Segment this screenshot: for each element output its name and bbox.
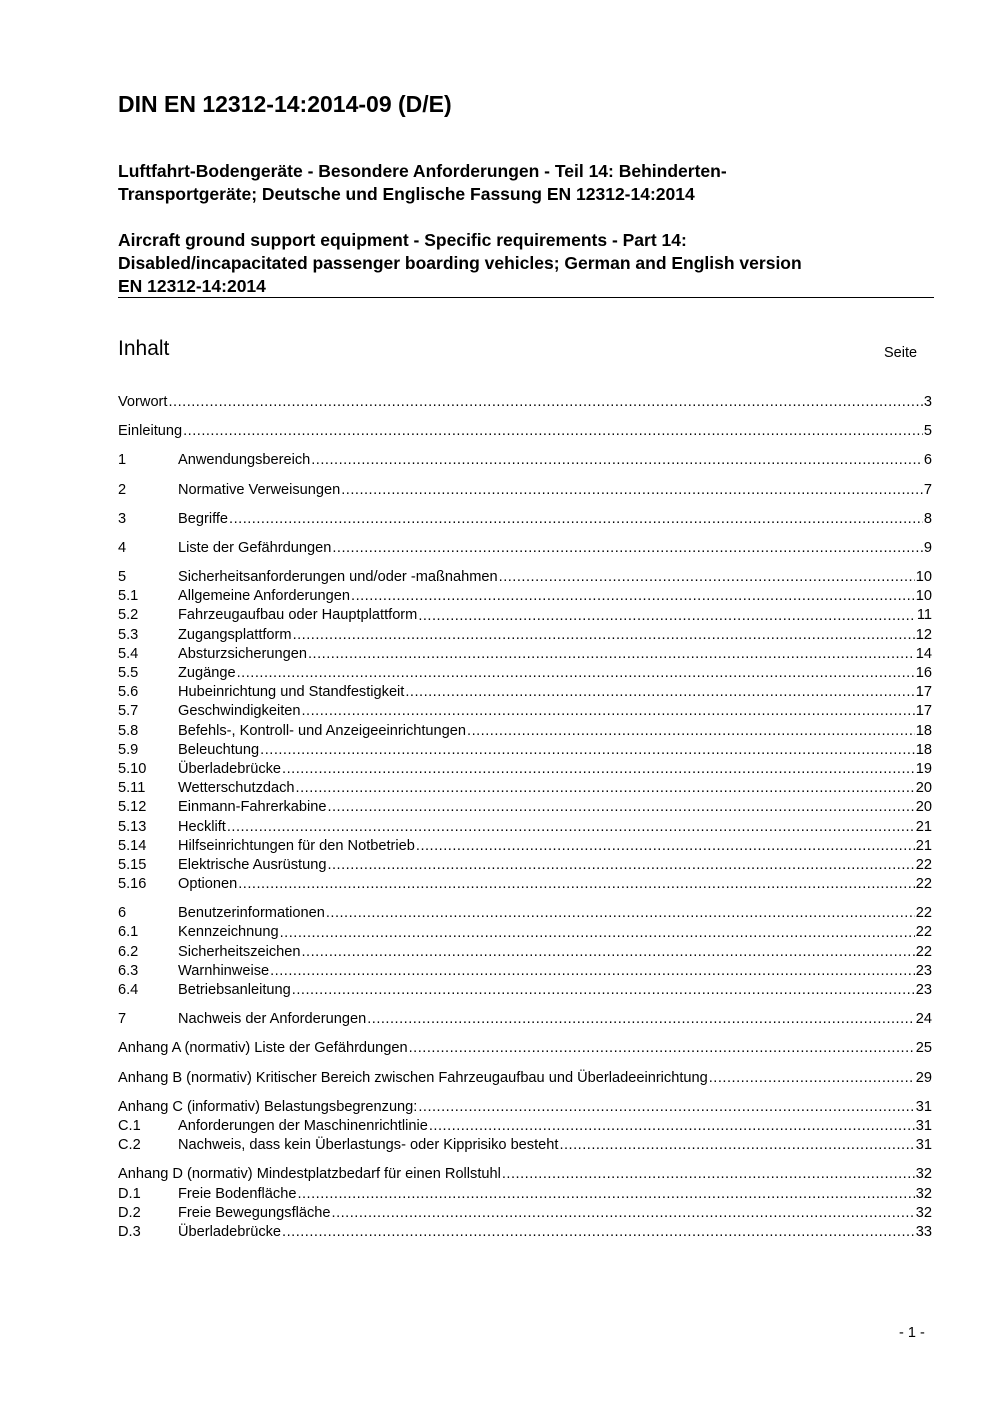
toc-entry-title: Benutzerinformationen — [178, 905, 325, 922]
toc-entry-number: 4 — [118, 539, 127, 556]
toc-group — [118, 539, 932, 558]
toc-entry-title: Sicherheitszeichen — [178, 943, 301, 960]
toc-entry-title: Wetterschutzdach — [178, 780, 295, 797]
toc-entry-page: 17 — [915, 703, 932, 720]
toc-group — [118, 481, 932, 500]
toc-entry-number: 6.1 — [118, 924, 139, 941]
toc-entry-number: 5.8 — [118, 722, 139, 739]
toc-dot-leader — [367, 1010, 915, 1029]
toc-dot-leader — [302, 943, 915, 962]
toc-entry-title: Beleuchtung — [178, 741, 260, 758]
toc-entry-title: Nachweis der Anforderungen — [178, 1011, 367, 1028]
toc-entry-number: 6.2 — [118, 943, 139, 960]
english-title-line-1: Aircraft ground support equipment - Specific requirements - Part 14: — [118, 230, 687, 250]
toc-dot-leader — [227, 818, 915, 837]
toc-group — [118, 1010, 932, 1029]
toc-entry-title: Sicherheitsanforderungen und/oder -maßnahmen — [178, 569, 498, 586]
toc-dot-leader — [341, 481, 923, 500]
toc-entry-number: C.1 — [118, 1117, 141, 1134]
toc-entry-number: 5.5 — [118, 665, 139, 682]
toc-entry-page: 32 — [915, 1204, 932, 1221]
toc-heading: Inhalt — [118, 337, 170, 360]
toc-entry-title: Absturzsicherungen — [178, 645, 307, 662]
toc-dot-leader — [709, 1069, 915, 1088]
toc-entry-page: 19 — [915, 760, 932, 777]
toc-entry-title: Einleitung — [118, 423, 183, 440]
toc-dot-leader — [280, 924, 915, 943]
toc-dot-leader — [332, 1204, 915, 1223]
toc-dot-leader — [559, 1136, 914, 1155]
toc-entry-title: Überladebrücke — [178, 760, 282, 777]
toc-entry[interactable] — [118, 664, 932, 683]
toc-entry-page: 32 — [915, 1185, 932, 1202]
toc-entry-number: 6 — [118, 905, 127, 922]
toc-entry-number: 6.3 — [118, 962, 139, 979]
toc-group — [118, 393, 932, 412]
toc-entry[interactable] — [118, 1165, 932, 1184]
toc-entry-page: 31 — [915, 1098, 932, 1115]
toc-dot-leader — [467, 722, 915, 741]
toc-entry-title: Warnhinweise — [178, 962, 270, 979]
toc-entry-page: 12 — [915, 626, 932, 643]
toc-entry-title: Betriebsanleitung — [178, 982, 291, 999]
toc-entry[interactable] — [118, 1117, 932, 1136]
toc-entry-number: D.3 — [118, 1223, 141, 1240]
toc-entry-page: 32 — [915, 1166, 932, 1183]
toc-dot-leader — [183, 422, 923, 441]
toc-dot-leader — [293, 626, 915, 645]
toc-entry-page: 5 — [923, 423, 932, 440]
toc-dot-leader — [499, 568, 915, 587]
toc-entry-page: 22 — [915, 924, 932, 941]
toc-dot-leader — [418, 1098, 914, 1117]
toc-entry-page: 22 — [915, 876, 932, 893]
toc-entry-number: 2 — [118, 481, 127, 498]
toc-entry[interactable] — [118, 818, 932, 837]
toc-entry[interactable] — [118, 962, 932, 981]
toc-group — [118, 1069, 932, 1088]
toc-entry[interactable] — [118, 1098, 932, 1117]
page-number: - 1 - — [899, 1325, 925, 1341]
toc-entry[interactable] — [118, 875, 932, 894]
toc-entry-title: Anhang A (normativ) Liste der Gefährdungen — [118, 1040, 408, 1057]
german-title-line-1: Luftfahrt-Bodengeräte - Besondere Anforderungen - Teil 14: Behinderten- — [118, 161, 727, 181]
toc-entry[interactable] — [118, 1069, 932, 1088]
toc-dot-leader — [332, 539, 923, 558]
toc-entry[interactable] — [118, 568, 932, 587]
toc-group — [118, 568, 932, 894]
english-title — [118, 229, 802, 298]
toc-group — [118, 1098, 932, 1156]
toc-dot-leader — [326, 904, 915, 923]
toc-dot-leader — [502, 1165, 915, 1184]
toc-entry-title: Optionen — [178, 876, 238, 893]
toc-dot-leader — [296, 779, 915, 798]
toc-entry[interactable] — [118, 1010, 932, 1029]
toc-dot-leader — [405, 683, 914, 702]
toc-entry-number: 5.9 — [118, 741, 139, 758]
toc-entry[interactable] — [118, 1136, 932, 1155]
toc-entry-title: Freie Bewegungsfläche — [178, 1204, 331, 1221]
toc-group — [118, 510, 932, 529]
toc-entry[interactable] — [118, 798, 932, 817]
toc-entry-number: 1 — [118, 452, 127, 469]
toc-entry-page: 29 — [915, 1069, 932, 1086]
toc-dot-leader — [418, 607, 916, 626]
toc-page-column-label: Seite — [884, 345, 918, 361]
toc-entry-page: 22 — [915, 856, 932, 873]
title-divider — [118, 297, 934, 298]
toc-dot-leader — [416, 837, 915, 856]
toc-dot-leader — [327, 798, 914, 817]
toc-entry-number: 5.1 — [118, 588, 139, 605]
toc-group — [118, 451, 932, 470]
toc-entry[interactable] — [118, 1223, 932, 1242]
english-title-line-2: Disabled/incapacitated passenger boarding vehicles; German and English version — [118, 253, 802, 273]
toc-entry-title: Einmann-Fahrerkabine — [178, 799, 327, 816]
toc-entry-number: 3 — [118, 510, 127, 527]
toc-entry-title: Vorwort — [118, 393, 168, 410]
toc-entry-title: Elektrische Ausrüstung — [178, 856, 327, 873]
toc-dot-leader — [302, 702, 915, 721]
toc-entry-number: 5.6 — [118, 684, 139, 701]
toc-entry-title: Geschwindigkeiten — [178, 703, 301, 720]
toc-dot-leader — [409, 1039, 915, 1058]
toc-dot-leader — [308, 645, 915, 664]
toc-group — [118, 422, 932, 441]
toc-entry-page: 20 — [915, 780, 932, 797]
german-title-line-2: Transportgeräte; Deutsche und Englische Fassung EN 12312-14:2014 — [118, 184, 695, 204]
toc-entry-title: Hecklift — [178, 818, 226, 835]
toc-entry-title: Freie Bodenfläche — [178, 1185, 297, 1202]
toc-group — [118, 1165, 932, 1242]
toc-entry-title: Zugänge — [178, 665, 236, 682]
toc-entry[interactable] — [118, 1039, 932, 1058]
toc-entry[interactable] — [118, 904, 932, 923]
toc-entry-page: 31 — [915, 1137, 932, 1154]
toc-entry-number: 5.10 — [118, 760, 147, 777]
toc-dot-leader — [260, 741, 915, 760]
toc-entry[interactable] — [118, 837, 932, 856]
toc-entry[interactable] — [118, 1204, 932, 1223]
toc-entry[interactable] — [118, 645, 932, 664]
toc-entry-page: 23 — [915, 982, 932, 999]
toc-entry-number: 5.11 — [118, 780, 146, 797]
toc-entry-page: 24 — [915, 1011, 932, 1028]
toc-entry[interactable] — [118, 393, 932, 412]
toc-entry-title: Anhang C (informativ) Belastungsbegrenzung: — [118, 1098, 418, 1115]
german-title — [118, 160, 727, 206]
toc-entry-page: 20 — [915, 799, 932, 816]
toc-entry-page: 21 — [915, 837, 932, 854]
toc-entry-page: 21 — [915, 818, 932, 835]
toc-entry[interactable] — [118, 924, 932, 943]
toc-entry-page: 17 — [915, 684, 932, 701]
toc-entry-title: Hilfseinrichtungen für den Notbetrieb — [178, 837, 415, 854]
toc-entry-number: 6.4 — [118, 982, 139, 999]
toc-entry-title: Anforderungen der Maschinenrichtlinie — [178, 1117, 428, 1134]
toc-entry-title: Anhang D (normativ) Mindestplatzbedarf für einen Rollstuhl — [118, 1166, 501, 1183]
toc-entry-number: 5.4 — [118, 645, 139, 662]
toc-entry-page: 22 — [915, 905, 932, 922]
toc-entry-page: 7 — [923, 481, 932, 498]
toc-entry-number: D.2 — [118, 1204, 141, 1221]
toc-entry-number: 7 — [118, 1011, 127, 1028]
toc-dot-leader — [429, 1117, 915, 1136]
toc-entry-number: D.1 — [118, 1185, 141, 1202]
toc-group — [118, 904, 932, 1000]
toc-dot-leader — [237, 664, 915, 683]
toc-entry-page: 25 — [915, 1040, 932, 1057]
toc-entry-page: 22 — [915, 943, 932, 960]
toc-entry-page: 11 — [916, 607, 932, 624]
toc-entry-title: Anwendungsbereich — [178, 452, 311, 469]
toc-dot-leader — [282, 1223, 915, 1242]
toc-entry-title: Nachweis, dass kein Überlastungs- oder Kipprisiko besteht — [178, 1137, 559, 1154]
toc-entry-page: 23 — [915, 962, 932, 979]
toc-dot-leader — [311, 451, 923, 470]
toc-entry-title: Begriffe — [178, 510, 229, 527]
toc-entry[interactable] — [118, 779, 932, 798]
toc-entry-page: 33 — [915, 1223, 932, 1240]
table-of-contents — [118, 393, 932, 1252]
toc-entry[interactable] — [118, 607, 932, 626]
toc-dot-leader — [351, 587, 915, 606]
toc-entry[interactable] — [118, 510, 932, 529]
toc-entry-title: Überladebrücke — [178, 1223, 282, 1240]
toc-entry[interactable] — [118, 722, 932, 741]
toc-group — [118, 1039, 932, 1058]
toc-entry[interactable] — [118, 626, 932, 645]
toc-dot-leader — [297, 1185, 914, 1204]
toc-entry[interactable] — [118, 539, 932, 558]
toc-entry[interactable] — [118, 587, 932, 606]
toc-entry-page: 9 — [923, 539, 932, 556]
toc-entry[interactable] — [118, 981, 932, 1000]
toc-dot-leader — [282, 760, 915, 779]
toc-entry-number: 5.16 — [118, 876, 147, 893]
toc-entry-number: C.2 — [118, 1137, 141, 1154]
toc-entry-page: 18 — [915, 722, 932, 739]
toc-dot-leader — [229, 510, 923, 529]
document-id-title: DIN EN 12312-14:2014-09 (D/E) — [118, 91, 452, 117]
toc-entry-title: Normative Verweisungen — [178, 481, 341, 498]
toc-entry-number: 5.7 — [118, 703, 139, 720]
toc-entry-number: 5.12 — [118, 799, 147, 816]
toc-entry[interactable] — [118, 741, 932, 760]
toc-entry[interactable] — [118, 451, 932, 470]
toc-entry[interactable] — [118, 943, 932, 962]
toc-entry[interactable] — [118, 856, 932, 875]
toc-entry-title: Allgemeine Anforderungen — [178, 588, 351, 605]
toc-entry-page: 10 — [915, 569, 932, 586]
toc-dot-leader — [327, 856, 914, 875]
toc-entry[interactable] — [118, 702, 932, 721]
toc-entry-page: 18 — [915, 741, 932, 758]
toc-entry[interactable] — [118, 1185, 932, 1204]
toc-entry-page: 16 — [915, 665, 932, 682]
toc-dot-leader — [270, 962, 915, 981]
toc-dot-leader — [238, 875, 915, 894]
toc-entry-number: 5.15 — [118, 856, 147, 873]
toc-entry[interactable] — [118, 760, 932, 779]
toc-entry-page: 6 — [923, 452, 932, 469]
toc-entry-number: 5 — [118, 569, 127, 586]
toc-entry-page: 10 — [915, 588, 932, 605]
toc-dot-leader — [168, 393, 922, 412]
toc-entry[interactable] — [118, 481, 932, 500]
toc-entry-page: 31 — [915, 1117, 932, 1134]
toc-entry-number: 5.2 — [118, 607, 139, 624]
toc-entry-number: 5.13 — [118, 818, 147, 835]
english-title-line-3: EN 12312-14:2014 — [118, 276, 266, 296]
toc-entry-title: Befehls-, Kontroll- und Anzeigeeinrichtungen — [178, 722, 467, 739]
toc-dot-leader — [292, 981, 915, 1000]
toc-entry-page: 14 — [915, 645, 932, 662]
toc-entry-number: 5.14 — [118, 837, 147, 854]
toc-entry-title: Liste der Gefährdungen — [178, 539, 332, 556]
toc-entry-title: Anhang B (normativ) Kritischer Bereich zwischen Fahrzeugaufbau und Überladeeinrichtung — [118, 1069, 708, 1086]
toc-entry-title: Fahrzeugaufbau oder Hauptplattform — [178, 607, 418, 624]
toc-entry[interactable] — [118, 683, 932, 702]
toc-entry-title: Hubeinrichtung und Standfestigkeit — [178, 684, 405, 701]
toc-entry-number: 5.3 — [118, 626, 139, 643]
toc-entry-page: 3 — [923, 393, 932, 410]
toc-entry-title: Kennzeichnung — [178, 924, 279, 941]
toc-entry-page: 8 — [923, 510, 932, 527]
toc-entry[interactable] — [118, 422, 932, 441]
toc-entry-title: Zugangsplattform — [178, 626, 292, 643]
